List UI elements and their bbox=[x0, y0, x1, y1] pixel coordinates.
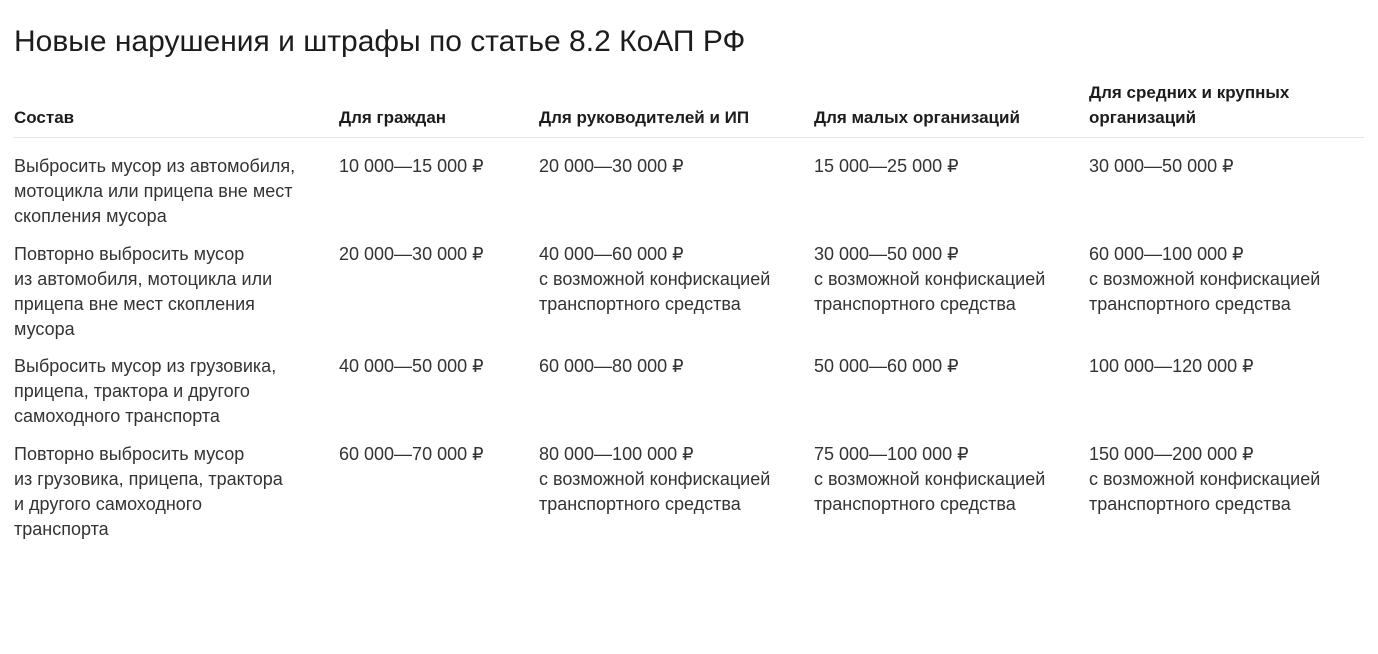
fine-amount: 15 000—25 000 ₽ bbox=[814, 156, 959, 176]
fine-amount: 60 000—80 000 ₽ bbox=[539, 356, 684, 376]
fines-table bbox=[14, 80, 1364, 548]
table-row bbox=[14, 348, 1364, 436]
fine-citizens-cell bbox=[339, 242, 539, 267]
fine-officials-cell bbox=[539, 354, 814, 379]
column-header-officials: Для руководителей и ИП bbox=[539, 108, 750, 127]
fine-amount: 80 000—100 000 ₽ bbox=[539, 443, 694, 464]
fine-small-orgs-cell bbox=[814, 354, 1089, 379]
fine-small-orgs-cell bbox=[814, 154, 1089, 179]
table-row bbox=[14, 138, 1364, 236]
fine-amount: 30 000—50 000 ₽ bbox=[814, 243, 959, 264]
table-row bbox=[14, 436, 1364, 549]
violation-cell: Выбросить мусор из грузовика, прицепа, трактора и другого самоходного транспорта bbox=[14, 356, 277, 426]
fine-large-orgs-cell bbox=[1089, 354, 1364, 379]
fine-amount: 20 000—30 000 ₽ bbox=[539, 156, 684, 176]
violation-cell: Повторно выбросить мусор из грузовика, прицепа, трактора и другого самоходного транспорта bbox=[14, 443, 283, 539]
fine-amount: 60 000—100 000 ₽ bbox=[1089, 243, 1244, 264]
fine-amount: 30 000—50 000 ₽ bbox=[1089, 156, 1234, 176]
column-header-large-orgs: Для средних и крупных организаций bbox=[1089, 83, 1290, 127]
fine-citizens-cell bbox=[339, 354, 539, 379]
fine-officials-cell bbox=[539, 242, 814, 317]
fine-amount: 50 000—60 000 ₽ bbox=[814, 356, 959, 376]
column-header-citizens: Для граждан bbox=[339, 108, 447, 127]
fine-officials-cell bbox=[539, 442, 814, 517]
fine-citizens-cell bbox=[339, 442, 539, 467]
column-header-small-orgs: Для малых организаций bbox=[814, 108, 1020, 127]
table-header-row bbox=[14, 80, 1364, 138]
fine-amount: 75 000—100 000 ₽ bbox=[814, 443, 969, 464]
fine-amount: 20 000—30 000 ₽ bbox=[339, 243, 484, 264]
fine-amount: 40 000—60 000 ₽ bbox=[539, 243, 684, 264]
table-row bbox=[14, 236, 1364, 349]
confiscation-note: с возможной конфискацией транспортного средства bbox=[814, 268, 1046, 314]
violation-cell: Выбросить мусор из автомобиля, мотоцикла или прицепа вне мест скопления мусора bbox=[14, 156, 296, 226]
fine-amount: 150 000—200 000 ₽ bbox=[1089, 443, 1254, 464]
confiscation-note: с возможной конфискацией транспортного средства bbox=[1089, 468, 1321, 514]
fine-large-orgs-cell bbox=[1089, 442, 1364, 517]
fine-large-orgs-cell bbox=[1089, 154, 1364, 179]
fine-large-orgs-cell bbox=[1089, 242, 1364, 317]
page-title: Новые нарушения и штрафы по статье 8.2 КоАП РФ bbox=[14, 25, 746, 58]
fine-amount: 60 000—70 000 ₽ bbox=[339, 443, 484, 464]
confiscation-note: с возможной конфискацией транспортного средства bbox=[814, 468, 1046, 514]
article-section bbox=[0, 24, 1378, 548]
confiscation-note: с возможной конфискацией транспортного средства bbox=[539, 268, 771, 314]
confiscation-note: с возможной конфискацией транспортного средства bbox=[1089, 268, 1321, 314]
confiscation-note: с возможной конфискацией транспортного средства bbox=[539, 468, 771, 514]
fine-citizens-cell bbox=[339, 154, 539, 179]
fine-small-orgs-cell bbox=[814, 242, 1089, 317]
fine-amount: 40 000—50 000 ₽ bbox=[339, 356, 484, 376]
fine-small-orgs-cell bbox=[814, 442, 1089, 517]
fine-officials-cell bbox=[539, 154, 814, 179]
column-header-composition: Состав bbox=[14, 108, 75, 127]
violation-cell: Повторно выбросить мусор из автомобиля, мотоцикла или прицепа вне мест скопления мусора bbox=[14, 243, 273, 339]
fine-amount: 100 000—120 000 ₽ bbox=[1089, 356, 1254, 376]
fine-amount: 10 000—15 000 ₽ bbox=[339, 156, 484, 176]
